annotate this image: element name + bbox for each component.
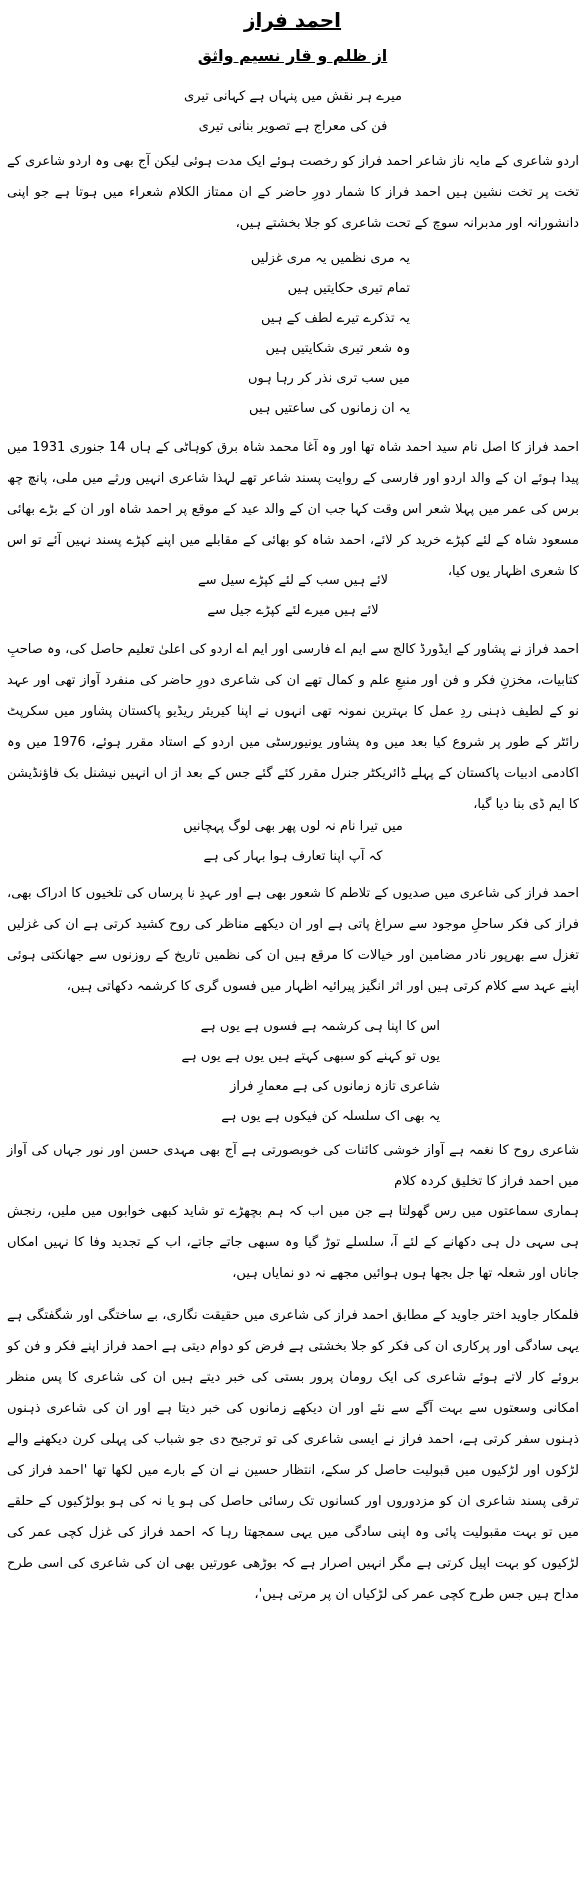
verse-line: یہ تذکرے تیرے لطف کے ہیں [261,311,410,326]
verse-line: تمام تیری حکایتیں ہیں [287,281,410,296]
verse-line: کہ آپ اپنا تعارف ہوا بہار کی ہے [203,849,383,864]
paragraph-critics: فلمکار جاوید اختر جاوید کے مطابق احمد فراز کی شاعری میں حقیقت نگاری، بے ساختگی اور شگفتگی ہے یہی سادگی اور پرکاری ان کی فکر کو جلا بخشتی ہے فرض کو دوام دیتی ہے احمد فراز اپنے فکر و فن کو بروئے کار لاتے ہوئے شاعری کی ایک رومان پرور بستی کی خبر دیتے ہیں ان کی شاعری کا پس منظر امکانی وسعتوں سے بہت آگے سے نئے اور ان دیکھے زمانوں کی خبر دیتا ہے اور ان کی شاعری ذہنوں ذہنوں سفر کرتی ہے، احمد فراز نے ایسی شاعری کی تو ترجیح دی جو شباب کی پہلی کرن دیکھنے والے لڑکوں اور لڑکیوں میں قبولیت حاصل کر سکے، انتظار حسین نے ان کے بارے میں لکھا تھا 'احمد فراز کی ترقی پسند شاعری ان کو مزدوروں اور کسانوں تک رسائی حاصل کی ہو یا نہ کی ہو بولڑکیوں کے حلقے میں تو بہت مقبولیت پائی وہ اپنی سادگی میں یہی سمجھتا رہا کہ احمد فراز کی غزل کچی عمر کی لڑکیوں کو بہت اپیل کرتی ہے مگر انہیں اصرار ہے کہ بوڑھی عورتیں بھی ان کی شاعری کی اسی طرح مداح ہیں جس طرح کچی عمر کی لڑکیاں ان پر مرتی ہیں'، [7,1308,579,1602]
paragraph-career: احمد فراز نے پشاور کے ایڈورڈ کالج سے ایم اے فارسی اور ایم اے اردو کی اعلیٰ تعلیم حاصل کی، وہ صاحبِ کتابیات، مخزنِ فکر و فن اور منبعِ علم و کمال تھے ان کی شاعری دورِ حاضر کی منفرد آواز تھی اور عہد نو کے لطیف ذہنی ردِ عمل کا بہترین نمونہ تھی انہوں نے اپنا کیریئر ریڈیو پاکستان پشاور میں سکرپٹ رائٹر کے طور پر شروع کیا بعد میں وہ پشاور یونیورسٹی میں اردو کے استاد مقرر ہوئے، 1976 میں وہ اکادمی ادبیات پاکستان کے پہلے ڈائریکٹر جنرل مقرر کئے گئے جس کے بعد از اں انہیں نیشنل بک فاؤنڈیشن کا ایم ڈی بنا دیا گیا، [7,642,579,812]
verse-line: میرے ہر نقش میں پنہاں ہے کہانی تیری [184,89,402,104]
paragraph-poetics: احمد فراز کی شاعری میں صدیوں کے تلاطم کا شعور بھی ہے اور عہدِ نا پرساں کی تلخیوں کا ادراک بھی، فراز کی فکر ساحلِ موجود سے سراغ پاتی ہے اور ان دیکھے مناظر کی روح کشید کرتی ہے ان کی غزلیں تغزل سے بھرپور نادر مضامین اور خیالات کا مرقع ہیں ان کی نظمیں تاریخ کے روزنوں سے جھانکتی ہوئی اپنے عہد سے کلام کرتی ہیں اور اثر انگیز پیرائیہ اظہار میں فسوں گری کا کرشمہ دکھاتی ہیں، [7,886,579,994]
verse-line: شاعری تازہ زمانوں کی ہے معمارِ فراز [230,1079,440,1094]
paragraph-songs: ہماری سماعتوں میں رس گھولتا ہے جن میں اب کہ ہم بچھڑے تو شاید کبھی خوابوں میں ملیں، رنجش ہی سہی دل ہی دکھانے کے لئے آ، سلسلے توڑ گیا وہ سبھی جاتے جاتے، اب کے تجدید وفا کا نہیں امکاں جاناں اور شعلہ تھا جل بجھا ہوں ہوائیں مجھے نہ دو نمایاں ہیں، [7,1204,579,1281]
verse-line: یہ ان زمانوں کی ساعتیں ہیں [249,401,410,416]
poem-2 [140,1012,440,1132]
couplet-name [7,812,579,872]
verse-line: لائے ہیں میرے لئے کپڑے جیل سے [207,603,379,618]
author-byline: از ظلم و قار نسیم واثق [197,46,388,65]
verse-line: فن کی معراج ہے تصویر بنانی تیری [198,119,388,134]
verse-line: اس کا اپنا ہی کرشمہ ہے فسوں ہے یوں ہے [200,1019,440,1034]
verse-line: میں تیرا نام نہ لوں پھر بھی لوگ پہچانیں [183,819,403,834]
paragraph-intro: اردو شاعری کے مایہ ناز شاعر احمد فراز کو رخصت ہوئے ایک مدت ہوئی لیکن آج بھی وہ اردو شاعری کے تخت پر تخت نشین ہیں احمد فراز کا شمار دورِ حاضر کے ان ممتاز الکلام شعراء میں ہوتا ہے جو اپنی دانشورانہ اور مدبرانہ سوچ کے تحت شاعری کو جلا بخشتے ہیں، [7,154,579,231]
verse-line: لائے ہیں سب کے لئے کپڑے سیل سے [197,573,389,588]
verse-line: یہ بھی اک سلسلہ کن فیکوں ہے یوں ہے [221,1109,440,1124]
verse-line: میں سب تری نذر کر رہا ہوں [247,371,410,386]
verse-line: وہ شعر تیری شکایتیں ہیں [265,341,410,356]
article-title: احمد فراز [243,8,342,32]
couplet-clothes [7,566,579,626]
paragraph-biography: احمد فراز کا اصل نام سید احمد شاہ تھا اور وہ آغا محمد شاہ برق کوہاٹی کے ہاں 14 جنوری 1931 میں پیدا ہوئے ان کے والد اردو اور فارسی کے روایت پسند شاعر تھے لہذا شاعری انہیں ورثے میں ملی، پانچ چھ برس کی عمر میں پہلا شعر اس وقت کہا جب ان کے والد عید کے موقع پر احمد شاہ اور ان کے بڑے بھائی مسعود شاہ کے لئے کپڑے خرید کر لائے، احمد شاہ کو بھائی کے مقابلے میں اپنے کپڑے پسند نہیں آئے تو اس کا شعری اظہار یوں کیا، [7,440,580,579]
verse-line: یوں تو کہنے کو سبھی کہتے ہیں یوں ہے یوں ہے [181,1049,440,1064]
opening-couplet [7,82,579,142]
paragraph-music: شاعری روح کا نغمہ ہے آواز خوشی کائنات کی خوبصورتی ہے آج بھی مہدی حسن اور نور جہاں کی آواز میں احمد فراز کا تخلیق کردہ کلام [7,1143,579,1189]
verse-line: یہ مری نظمیں یہ مری غزلیں [250,251,410,266]
poem-1 [150,244,410,424]
